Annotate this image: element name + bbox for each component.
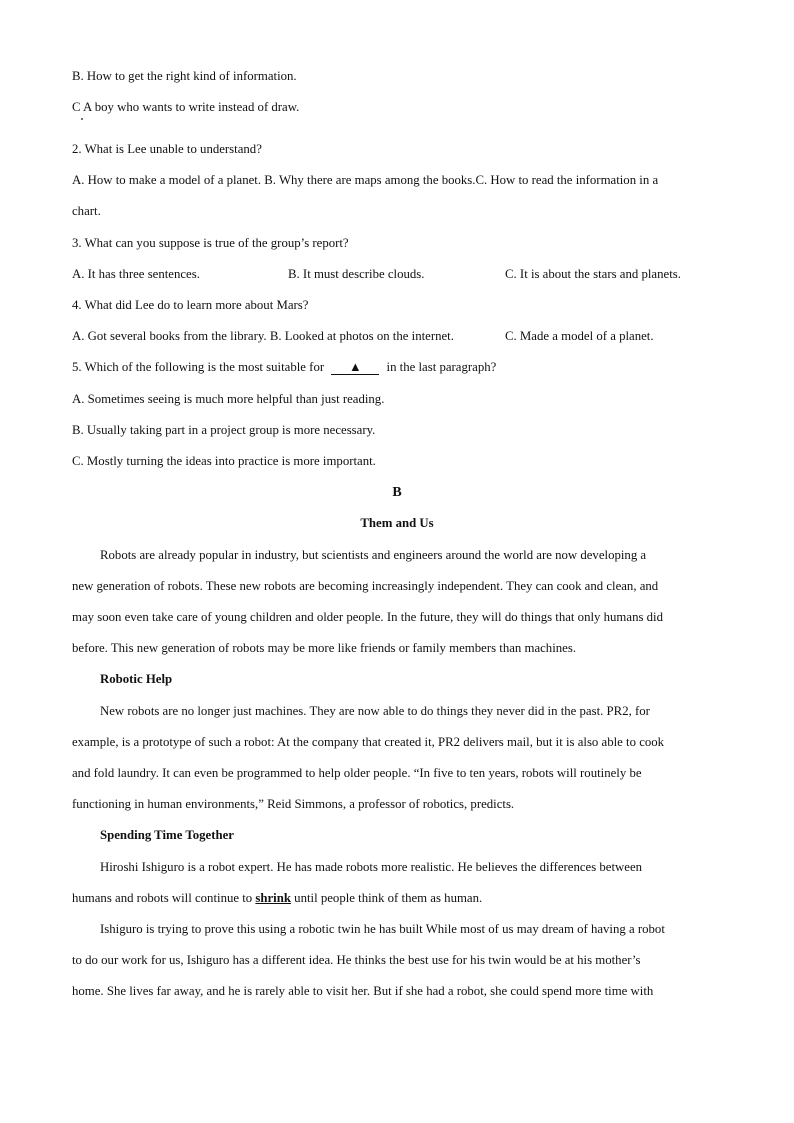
question-4-options (72, 328, 722, 344)
paragraph-line: Ishiguro is trying to prove this using a robotic twin he has built While most of us may dream of having a robot (100, 922, 665, 936)
question-4: 4. What did Lee do to learn more about Mars? (72, 298, 309, 312)
paragraph-line (72, 890, 482, 906)
paragraph-line: Robots are already popular in industry, but scientists and engineers around the world are now developing a (100, 548, 647, 562)
option-line: A. Sometimes seeing is much more helpful than just reading. (72, 392, 385, 406)
paragraph-line: example, is a prototype of such a robot: At the company that created it, PR2 delivers mail, but it is also able to cook (72, 735, 665, 749)
text-segment: humans and robots will continue to (72, 891, 256, 905)
section-heading: Robotic Help (100, 672, 173, 686)
paragraph-line: before. This new generation of robots may be more like friends or family members than machines. (72, 641, 577, 655)
paragraph-line: and fold laundry. It can even be programmed to help older people. “In five to ten years, robots will routinely be (72, 766, 642, 780)
option-b: B. It must describe clouds. (288, 267, 425, 281)
paragraph-line: functioning in human environments,” Reid Simmons, a professor of robotics, predicts. (72, 797, 515, 811)
question-3-options (72, 266, 722, 282)
underlined-word: shrink (255, 891, 291, 905)
passage-title: Them and Us (360, 516, 434, 530)
paragraph-line: to do our work for us, Ishiguro has a different idea. He thinks the best use for his twin would be at his mother’s (72, 953, 641, 967)
question-5-text: 5. Which of the following is the most suitable for (72, 360, 325, 374)
option-line: C. Mostly turning the ideas into practice is more important. (72, 454, 376, 468)
section-letter: B (392, 485, 402, 500)
option-line: C A boy who wants to write instead of draw. (72, 100, 300, 114)
option-c: C. Made a model of a planet. (505, 329, 654, 343)
paragraph-line: Hiroshi Ishiguro is a robot expert. He has made robots more realistic. He believes the differences between (100, 860, 643, 874)
option-a-b: A. Got several books from the library. B. Looked at photos on the internet. (72, 329, 454, 343)
section-heading: Spending Time Together (100, 828, 234, 842)
option-c: C. It is about the stars and planets. (505, 267, 681, 281)
option-a: A. It has three sentences. (72, 267, 200, 281)
question-2-options-cont: chart. (72, 204, 101, 218)
question-2-options: A. How to make a model of a planet. B. Why there are maps among the books.C. How to read the information in a (72, 173, 659, 187)
stray-dot (81, 118, 83, 120)
paragraph-line: New robots are no longer just machines. They are now able to do things they never did in the past. PR2, for (100, 704, 650, 718)
answer-blank: ▲ (331, 360, 379, 375)
question-2: 2. What is Lee unable to understand? (72, 142, 262, 156)
question-5 (72, 359, 496, 375)
question-3: 3. What can you suppose is true of the group’s report? (72, 236, 349, 250)
question-5-text-end: in the last paragraph? (386, 360, 497, 374)
paragraph-line: new generation of robots. These new robots are becoming increasingly independent. They can cook and clean, and (72, 579, 659, 593)
option-line: B. Usually taking part in a project group is more necessary. (72, 423, 376, 437)
paragraph-line: may soon even take care of young children and older people. In the future, they will do things that only humans did (72, 610, 663, 624)
text-segment: until people think of them as human. (290, 891, 483, 905)
paragraph-line: home. She lives far away, and he is rarely able to visit her. But if she had a robot, she could spend more time with (72, 984, 654, 998)
option-line: B. How to get the right kind of information. (72, 69, 297, 83)
